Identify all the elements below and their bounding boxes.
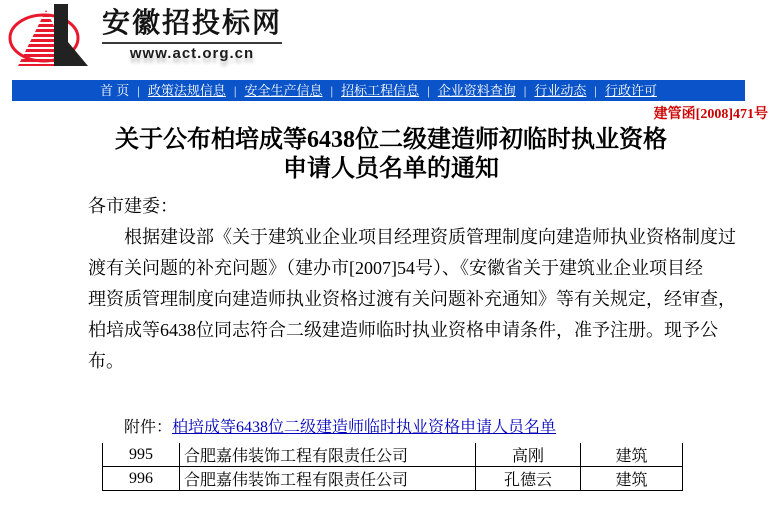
nav-item-7[interactable]: 行政许可 <box>604 83 657 98</box>
nav-item-3[interactable]: 安全生产信息 <box>244 83 323 98</box>
nav-item-4[interactable]: 招标工程信息 <box>341 83 420 98</box>
site-title-block <box>102 8 282 62</box>
page-title-line2: 申请人员名单的通知 <box>283 156 499 182</box>
nav-separator: | <box>427 83 430 98</box>
cell-person-name: 孔德云 <box>476 467 581 491</box>
attachment-line <box>124 417 556 439</box>
nav-separator: | <box>523 83 527 98</box>
nav-separator: | <box>330 83 334 98</box>
paragraph-line-1: 根据建设部《关于建筑业企业项目经理资质管理制度向建造师执业资格制度过 <box>124 227 736 247</box>
nav-item-5[interactable]: 企业资料查询 <box>437 83 516 98</box>
site-header <box>8 4 282 68</box>
applicant-table <box>102 443 683 491</box>
notice-paragraph <box>88 222 748 377</box>
paragraph-line-3: 理资质管理制度向建造师执业资格过渡有关问题补充通知》等有关规定，经审查， <box>88 289 736 309</box>
paragraph-line-5: 布。 <box>88 351 124 371</box>
nav-item-1[interactable]: 首 页 <box>99 83 130 98</box>
site-url: www.act.org.cn <box>102 42 282 62</box>
nav-item-2[interactable]: 政策法规信息 <box>147 83 226 98</box>
site-logo-icon <box>8 4 92 68</box>
cell-category: 建筑 <box>581 443 683 467</box>
nav-item-6[interactable]: 行业动态 <box>534 83 587 98</box>
nav-separator: | <box>137 83 140 98</box>
table-row <box>103 443 683 467</box>
logo-graphic <box>8 4 92 68</box>
nav-separator: | <box>594 83 597 98</box>
paragraph-line-4: 柏培成等6438位同志符合二级建造师临时执业资格申请条件，准予注册。现予公 <box>88 320 718 340</box>
table-row <box>103 467 683 491</box>
attachment-label: 附件： <box>124 419 173 436</box>
cell-company: 合肥嘉伟装饰工程有限责任公司 <box>180 467 476 491</box>
nav-separator: | <box>233 83 237 98</box>
page-title-line1: 关于公布柏培成等6438位二级建造师初临时执业资格 <box>115 127 667 153</box>
salutation: 各市建委： <box>88 196 178 216</box>
cell-number: 996 <box>103 467 180 491</box>
doc-number: 建管函[2008]471号 <box>653 107 768 122</box>
cell-number: 995 <box>103 443 180 467</box>
page-title <box>0 126 782 184</box>
paragraph-line-2: 渡有关问题的补充问题》（建办市[2007]54号）、《安徽省关于建筑业企业项目经 <box>88 258 703 278</box>
cell-person-name: 高刚 <box>476 443 581 467</box>
cell-company: 合肥嘉伟装饰工程有限责任公司 <box>180 443 476 467</box>
notice-body <box>88 190 748 377</box>
nav-bar <box>12 80 745 101</box>
attachment-link[interactable]: 柏培成等6438位二级建造师临时执业资格申请人员名单 <box>172 419 557 436</box>
cell-category: 建筑 <box>581 467 683 491</box>
nav-items <box>95 80 662 101</box>
site-name: 安徽招投标网 <box>102 8 283 39</box>
